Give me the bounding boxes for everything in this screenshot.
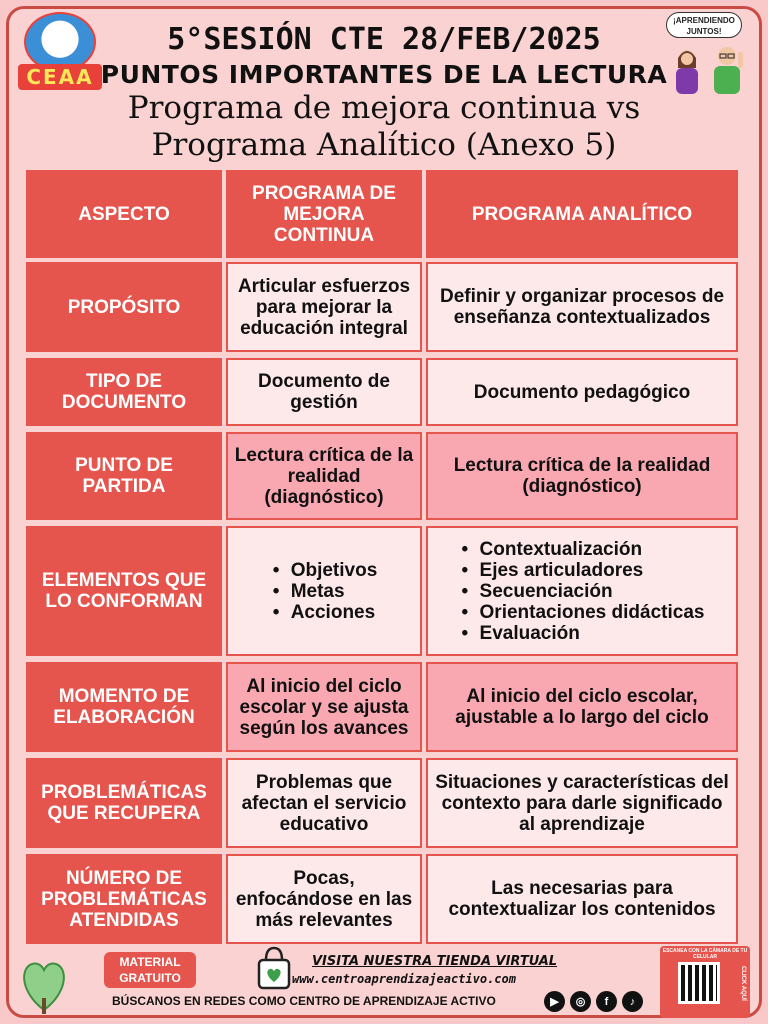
row-aspect: PUNTO DE PARTIDA (26, 432, 222, 520)
row-pa: Lectura crítica de la realidad (diagnóstico) (426, 432, 738, 520)
list-item: • Secuenciación (460, 581, 705, 602)
header-pmc: PROGRAMA DE MEJORA CONTINUA (226, 170, 422, 258)
title-line-2: Programa Analítico (Anexo 5) (151, 127, 617, 163)
instagram-icon[interactable]: ◎ (570, 991, 591, 1012)
social-text: BÚSCANOS EN REDES COMO CENTRO DE APRENDIZAJE ACTIVO (112, 994, 496, 1008)
speech-bubble: ¡APRENDIENDO JUNTOS! (666, 12, 742, 38)
list-item: • Ejes articuladores (460, 560, 705, 581)
heart-tree-icon (16, 948, 72, 1020)
row-pmc: Articular esfuerzos para mejorar la educación integral (226, 262, 422, 352)
shopping-bag-icon[interactable] (256, 946, 292, 990)
header-aspect: ASPECTO (26, 170, 222, 258)
header (0, 0, 768, 168)
row-pa: Documento pedagógico (426, 358, 738, 426)
row-pa: Situaciones y características del contexto para darle significado al aprendizaje (426, 758, 738, 848)
row-aspect: NÚMERO DE PROBLEMÁTICAS ATENDIDAS (26, 854, 222, 944)
table-row (26, 432, 742, 520)
list-item: • Contextualización (460, 539, 705, 560)
row-pa: Al inicio del ciclo escolar, ajustable a lo largo del ciclo (426, 662, 738, 752)
row-aspect: PROPÓSITO (26, 262, 222, 352)
free-material-badge: MATERIAL GRATUITO (104, 952, 196, 988)
footer (0, 944, 768, 1024)
list-item: • Evaluación (460, 623, 705, 644)
table-row (26, 526, 742, 656)
row-pa: Las necesarias para contextualizar los contenidos (426, 854, 738, 944)
visit-store-link[interactable]: VISITA NUESTRA TIENDA VIRTUAL (312, 954, 558, 969)
list-item: • Objetivos (271, 560, 378, 581)
logo-text: CEAA (18, 64, 102, 90)
table-row (26, 262, 742, 352)
title-line-1: Programa de mejora continua vs (127, 90, 641, 126)
qr-click-label[interactable]: CLICK AQUÍ (740, 966, 746, 1001)
page-title (0, 90, 768, 164)
header-pa: PROGRAMA ANALÍTICO (426, 170, 738, 258)
row-pmc: Al inicio del ciclo escolar y se ajusta según los avances (226, 662, 422, 752)
row-pmc: Lectura crítica de la realidad (diagnóstico) (226, 432, 422, 520)
youtube-icon[interactable]: ▶ (544, 991, 565, 1012)
table-header-row (26, 170, 742, 258)
row-aspect: PROBLEMÁTICAS QUE RECUPERA (26, 758, 222, 848)
qr-code-icon[interactable] (678, 962, 720, 1004)
session-title: 5°SESIÓN CTE 28/FEB/2025 (167, 22, 601, 57)
row-pmc: Documento de gestión (226, 358, 422, 426)
qr-caption: ESCANEA CON LA CÁMARA DE TU CELULAR (662, 948, 748, 960)
row-pa (426, 526, 738, 656)
social-icons (544, 991, 643, 1012)
store-url-link[interactable]: www.centroaprendizajeactivo.com (292, 972, 516, 986)
tiktok-icon[interactable]: ♪ (622, 991, 643, 1012)
row-aspect: MOMENTO DE ELABORACIÓN (26, 662, 222, 752)
mascots-illustration (666, 10, 750, 94)
list-item: • Acciones (271, 602, 378, 623)
table-row (26, 662, 742, 752)
row-pa: Definir y organizar procesos de enseñanza contextualizados (426, 262, 738, 352)
list-item: • Orientaciones didácticas (460, 602, 705, 623)
table-row (26, 358, 742, 426)
row-aspect: ELEMENTOS QUE LO CONFORMAN (26, 526, 222, 656)
list-item: • Metas (271, 581, 378, 602)
pmc-elements-list (271, 560, 378, 623)
table-row (26, 854, 742, 944)
pa-elements-list (460, 539, 705, 644)
row-pmc: Pocas, enfocándose en las más relevantes (226, 854, 422, 944)
facebook-icon[interactable]: f (596, 991, 617, 1012)
reading-subtitle: PUNTOS IMPORTANTES DE LA LECTURA (100, 60, 668, 89)
row-pmc: Problemas que afectan el servicio educativo (226, 758, 422, 848)
row-aspect: TIPO DE DOCUMENTO (26, 358, 222, 426)
table-row (26, 758, 742, 848)
teacher-woman-icon (670, 46, 704, 94)
row-pmc (226, 526, 422, 656)
teacher-man-icon (708, 44, 746, 94)
qr-box[interactable] (660, 946, 750, 1018)
